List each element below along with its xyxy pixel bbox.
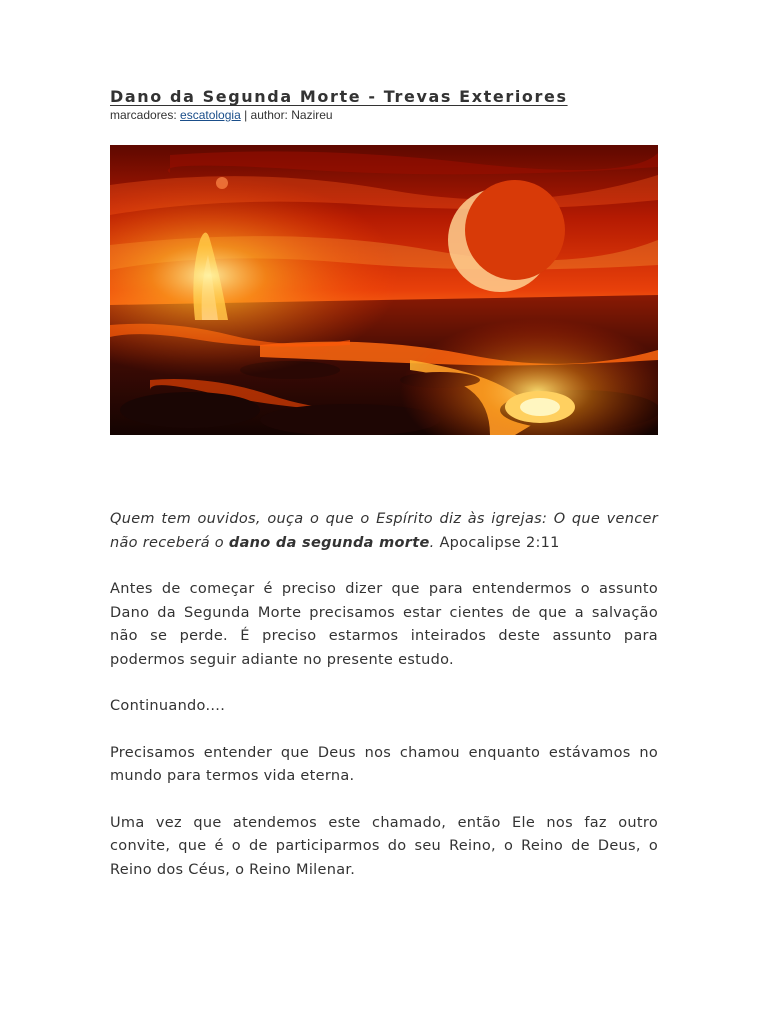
paragraph: Uma vez que atendemos este chamado, então Ele nos faz outro convite, que é o de participarmos do seu Reino, o Reino de Deus, o Reino dos Céus, o Reino Milenar. bbox=[110, 814, 658, 878]
labels-prefix: marcadores: bbox=[110, 108, 181, 122]
post-title[interactable]: Dano da Segunda Morte - Trevas Exteriores bbox=[110, 87, 568, 106]
post-meta bbox=[110, 108, 658, 123]
post-body bbox=[110, 508, 658, 882]
volcanic-landscape-image bbox=[110, 145, 658, 435]
post bbox=[110, 86, 658, 905]
verse-quote bbox=[110, 508, 658, 555]
verse-text-1: Quem tem ouvidos, ouça o que o Espírito diz às igrejas: O que vencer não receberá o bbox=[110, 511, 658, 551]
hero-illustration bbox=[110, 145, 658, 435]
verse-bold: dano da segunda morte bbox=[228, 534, 430, 551]
paragraph: Precisamos entender que Deus nos chamou enquanto estávamos no mundo para termos vida eterna. bbox=[110, 744, 658, 784]
paragraph: Continuando.... bbox=[110, 698, 226, 714]
author-text: | author: Nazireu bbox=[240, 108, 333, 122]
paragraph: Antes de começar é preciso dizer que para entendermos o assunto Dano da Segunda Morte precisamos estar cientes de que a salvação não se perde. É preciso estarmos inteirados deste assunto para podermos seguir adiante no presente estudo. bbox=[110, 581, 658, 668]
verse-text-2: . bbox=[429, 534, 435, 551]
verse-reference: Apocalipse 2:11 bbox=[434, 534, 560, 551]
label-link-escatologia[interactable]: escatologia bbox=[180, 108, 241, 122]
